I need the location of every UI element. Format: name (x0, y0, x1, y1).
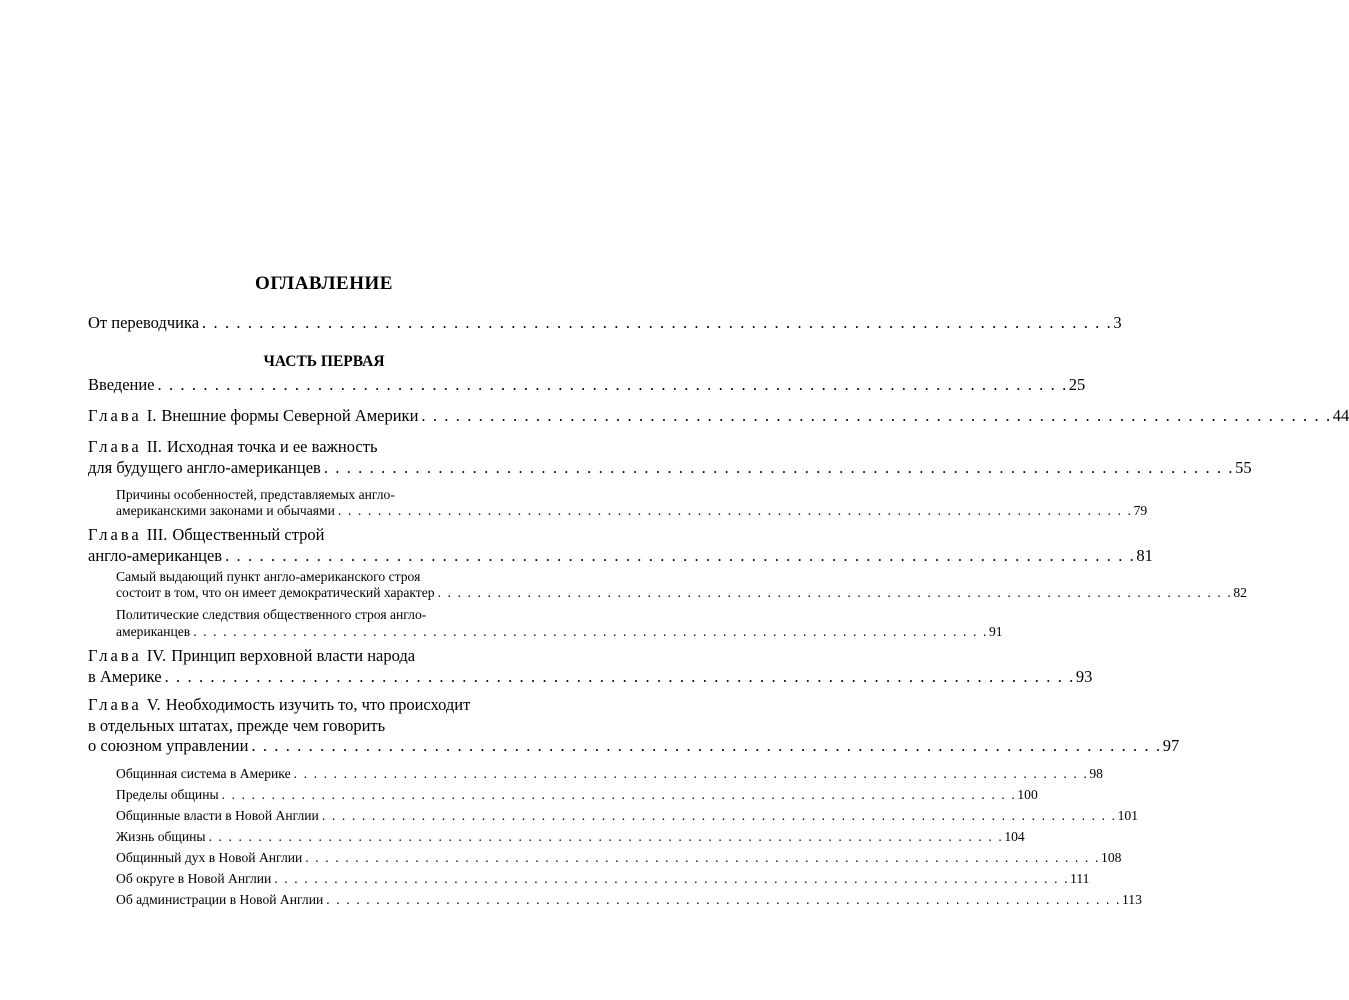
entry-text: Общинный дух в Новой Англии (116, 850, 303, 865)
dot-leader: . . . . . . . . . . . . . . . . . . . . . . . . . . . . . . . . . . . . . . . . . . . . . . . . . . . . . . . . . . . . . . . . . . . . . . . . . . . . . . . . (337, 503, 1133, 518)
entry-text: Внешние формы Северной Америки (161, 406, 419, 425)
chapter-label: Глава (88, 406, 142, 425)
page-number: 91 (988, 624, 1003, 639)
entry-text: состоит в том, что он имеет демократический характер (116, 585, 435, 600)
entry-text: Принцип верховной власти народа (171, 646, 416, 665)
entry-text: американцев (116, 624, 191, 639)
chapter-number: I. (146, 406, 157, 425)
dot-leader: . . . . . . . . . . . . . . . . . . . . . . . . . . . . . . . . . . . . . . . . . . . . . . . . . . . . . . . . . . . . . . . . . . . . . . . . . . . . . . . . (157, 375, 1068, 394)
entry-text: Общинные власти в Новой Англии (116, 808, 319, 823)
toc-page (88, 0, 1349, 1000)
dot-leader: . . . . . . . . . . . . . . . . . . . . . . . . . . . . . . . . . . . . . . . . . . . . . . . . . . . . . . . . . . . . . . . . . . . . . . . . . . . . . . . . (323, 458, 1235, 477)
dot-leader: . . . . . . . . . . . . . . . . . . . . . . . . . . . . . . . . . . . . . . . . . . . . . . . . . . . . . . . . . . . . . . . . . . . . . . . . . . . . . . . . (321, 808, 1117, 823)
entry-text: Самый выдающий пункт англо-американского строя (116, 569, 421, 584)
chapter-number: II. (146, 437, 162, 456)
toc-subentry-2-1-cont[interactable] (116, 501, 1148, 521)
entry-text: Жизнь общины (116, 829, 206, 844)
toc-entry-intro[interactable] (88, 374, 1086, 396)
entry-text: в Америке (88, 667, 162, 686)
page-number: 93 (1075, 667, 1093, 686)
toc-entry-chapter-3-cont[interactable] (88, 545, 1153, 567)
dot-leader: . . . . . . . . . . . . . . . . . . . . . . . . . . . . . . . . . . . . . . . . . . . . . . . . . . . . . . . . . . . . . . . . . . . . . . . . . . . . . . . . (274, 871, 1070, 886)
page-number: 81 (1136, 546, 1153, 565)
dot-leader: . . . . . . . . . . . . . . . . . . . . . . . . . . . . . . . . . . . . . . . . . . . . . . . . . . . . . . . . . . . . . . . . . . . . . . . . . . . . . . . . (293, 766, 1089, 781)
page-number: 55 (1235, 458, 1252, 477)
toc-entry-chapter-4[interactable] (88, 645, 560, 667)
dot-leader: . . . . . . . . . . . . . . . . . . . . . . . . . . . . . . . . . . . . . . . . . . . . . . . . . . . . . . . . . . . . . . . . . . . . . . . . . . . . . . . . (221, 787, 1017, 802)
entry-text: для будущего англо-американцев (88, 458, 321, 477)
page-number: 101 (1117, 808, 1138, 823)
page-number: 98 (1089, 766, 1103, 781)
toc-entry-chapter-5-cont[interactable] (88, 715, 560, 737)
entry-text: Политические следствия общественного строя англо- (116, 607, 427, 622)
entry-text: о союзном управлении (88, 736, 249, 755)
toc-entry-chapter-1[interactable] (88, 405, 1349, 427)
entry-text: американскими законами и обычаями (116, 503, 335, 518)
entry-text: в отдельных штатах, прежде чем говорить (88, 716, 386, 735)
toc-entry-chapter-5[interactable] (88, 694, 560, 716)
dot-leader: . . . . . . . . . . . . . . . . . . . . . . . . . . . . . . . . . . . . . . . . . . . . . . . . . . . . . . . . . . . . . . . . . . . . . . . . . . . . . . . . (225, 546, 1136, 565)
toc-subentry-5-7[interactable] (116, 890, 1142, 910)
entry-text: Об администрации в Новой Англии (116, 892, 324, 907)
toc-subentry-5-5[interactable] (116, 848, 1122, 868)
dot-leader: . . . . . . . . . . . . . . . . . . . . . . . . . . . . . . . . . . . . . . . . . . . . . . . . . . . . . . . . . . . . . . . . . . . . . . . . . . . . . . . . (202, 313, 1113, 332)
chapter-label: Глава (88, 646, 142, 665)
entry-text: Исходная точка и ее важность (166, 437, 378, 456)
toc-entry-chapter-4-cont[interactable] (88, 666, 1093, 688)
entry-text: Необходимость изучить то, что происходит (165, 695, 471, 714)
toc-subentry-3-1-cont[interactable] (116, 583, 1247, 603)
page-number: 111 (1070, 871, 1090, 886)
chapter-number: IV. (146, 646, 167, 665)
page-number: 100 (1017, 787, 1038, 802)
entry-text: Общественный строй (172, 525, 325, 544)
chapter-number: III. (146, 525, 168, 544)
entry-text: Общинная система в Америке (116, 766, 291, 781)
chapter-label: Глава (88, 437, 142, 456)
toc-entry-chapter-5-cont2[interactable] (88, 735, 1180, 757)
entry-text: Причины особенностей, представляемых англо- (116, 487, 395, 502)
part-heading: ЧАСТЬ ПЕРВАЯ (263, 353, 385, 370)
dot-leader: . . . . . . . . . . . . . . . . . . . . . . . . . . . . . . . . . . . . . . . . . . . . . . . . . . . . . . . . . . . . . . . . . . . . . . . . . . . . . . . . (421, 406, 1332, 425)
toc-entry-chapter-2-cont[interactable] (88, 457, 1252, 479)
entry-text: англо-американцев (88, 546, 223, 565)
page-number: 44 (1332, 406, 1349, 425)
entry-text: Введение (88, 375, 155, 394)
dot-leader: . . . . . . . . . . . . . . . . . . . . . . . . . . . . . . . . . . . . . . . . . . . . . . . . . . . . . . . . . . . . . . . . . . . . . . . . . . . . . . . . (164, 667, 1075, 686)
entry-text: От переводчика (88, 313, 200, 332)
chapter-number: V. (146, 695, 161, 714)
toc-entry-chapter-2[interactable] (88, 436, 560, 458)
toc-subentry-5-6[interactable] (116, 869, 1090, 889)
dot-leader: . . . . . . . . . . . . . . . . . . . . . . . . . . . . . . . . . . . . . . . . . . . . . . . . . . . . . . . . . . . . . . . . . . . . . . . . . . . . . . . . (208, 829, 1004, 844)
toc-subentry-5-1[interactable] (116, 764, 1103, 784)
page-number: 25 (1068, 375, 1086, 394)
entry-text: Пределы общины (116, 787, 219, 802)
toc-subentry-5-4[interactable] (116, 827, 1025, 847)
page-number: 82 (1233, 585, 1247, 600)
page-number: 113 (1122, 892, 1142, 907)
page-number: 97 (1162, 736, 1180, 755)
chapter-label: Глава (88, 525, 142, 544)
toc-subentry-5-3[interactable] (116, 806, 1138, 826)
dot-leader: . . . . . . . . . . . . . . . . . . . . . . . . . . . . . . . . . . . . . . . . . . . . . . . . . . . . . . . . . . . . . . . . . . . . . . . . . . . . . . . . (437, 585, 1233, 600)
page-number: 3 (1113, 313, 1122, 332)
entry-text: Об округе в Новой Англии (116, 871, 272, 886)
dot-leader: . . . . . . . . . . . . . . . . . . . . . . . . . . . . . . . . . . . . . . . . . . . . . . . . . . . . . . . . . . . . . . . . . . . . . . . . . . . . . . . . (326, 892, 1122, 907)
page-number: 108 (1101, 850, 1122, 865)
dot-leader: . . . . . . . . . . . . . . . . . . . . . . . . . . . . . . . . . . . . . . . . . . . . . . . . . . . . . . . . . . . . . . . . . . . . . . . . . . . . . . . . (251, 736, 1162, 755)
toc-subentry-3-2-cont[interactable] (116, 622, 1003, 642)
page-number: 104 (1004, 829, 1025, 844)
chapter-label: Глава (88, 695, 142, 714)
page-number: 79 (1133, 503, 1148, 518)
toc-entry-chapter-3[interactable] (88, 524, 560, 546)
dot-leader: . . . . . . . . . . . . . . . . . . . . . . . . . . . . . . . . . . . . . . . . . . . . . . . . . . . . . . . . . . . . . . . . . . . . . . . . . . . . . . . . (305, 850, 1101, 865)
toc-entry-translator[interactable] (88, 312, 1122, 334)
page-title: ОГЛАВЛЕНИЕ (255, 273, 393, 294)
dot-leader: . . . . . . . . . . . . . . . . . . . . . . . . . . . . . . . . . . . . . . . . . . . . . . . . . . . . . . . . . . . . . . . . . . . . . . . . . . . . . . . . (193, 624, 988, 639)
toc-subentry-5-2[interactable] (116, 785, 1038, 805)
